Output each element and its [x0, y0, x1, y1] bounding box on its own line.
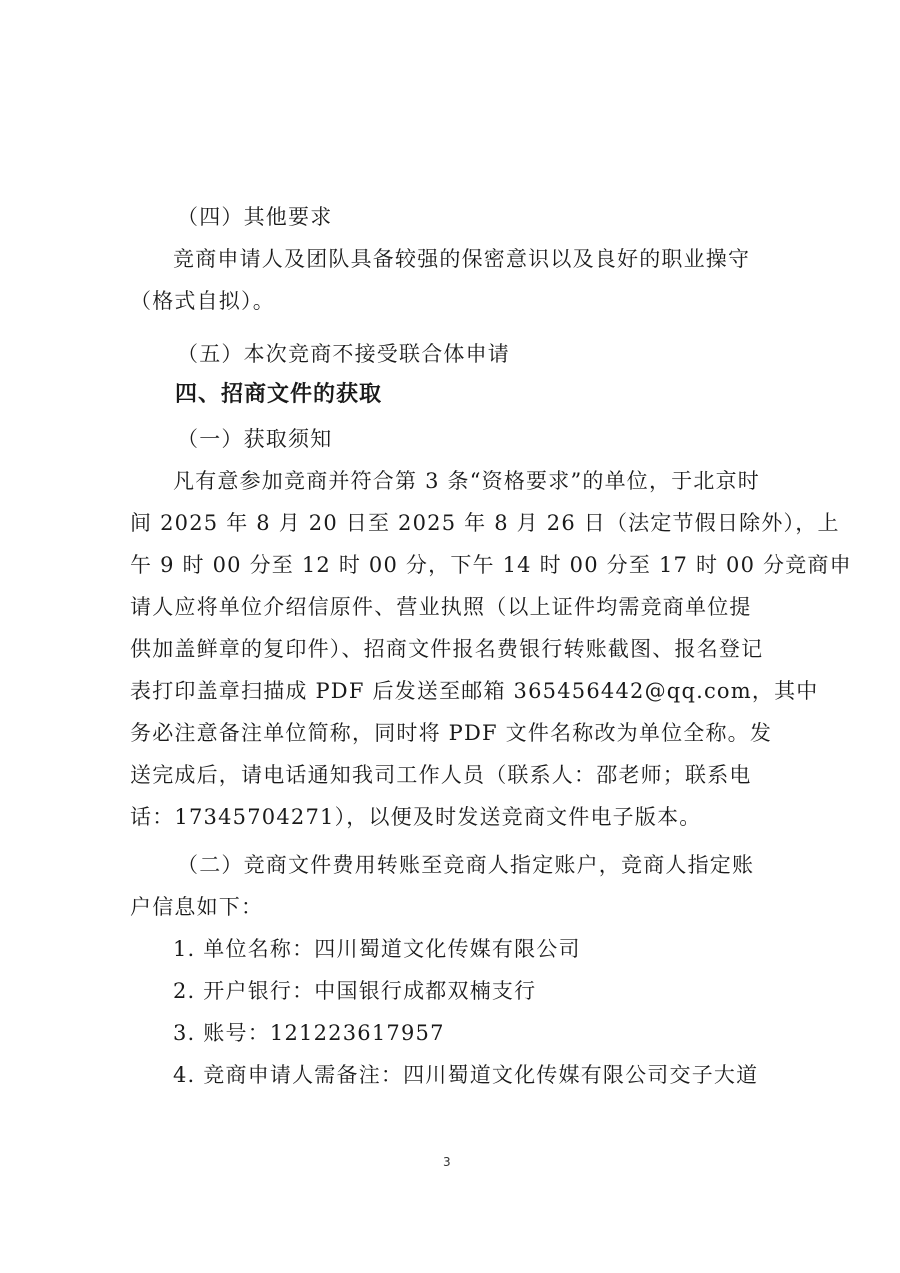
- account-item-bank: 2. 开户银行：中国银行成都双楠支行: [173, 979, 537, 1003]
- paragraph-line: 供加盖鲜章的复印件）、招商文件报名费银行转账截图、报名登记: [130, 637, 764, 661]
- section-heading-other-requirements: （四）其他要求: [177, 205, 333, 229]
- account-item-company-name: 1. 单位名称：四川蜀道文化传媒有限公司: [173, 937, 581, 961]
- paragraph-line: 竞商申请人及团队具备较强的保密意识以及良好的职业操守: [173, 247, 751, 271]
- paragraph-line-email: 表打印盖章扫描成 PDF 后发送至邮箱 365456442@qq.com，其中: [130, 679, 819, 703]
- paragraph-line: （格式自拟）。: [130, 289, 275, 313]
- chapter-heading-acquisition: 四、招商文件的获取: [175, 382, 383, 407]
- section-heading-no-consortium: （五）本次竞商不接受联合体申请: [177, 342, 510, 366]
- paragraph-line: 凡有意参加竞商并符合第 3 条“资格要求”的单位，于北京时: [173, 469, 760, 493]
- paragraph-line: 午 9 时 00 分至 12 时 00 分，下午 14 时 00 分至 17 时 00 分竞商申: [130, 553, 852, 577]
- paragraph-line-contact: 送完成后，请电话通知我司工作人员（联系人：邵老师；联系电: [130, 763, 752, 787]
- subheading-acquisition-notice: （一）获取须知: [177, 427, 333, 451]
- subheading-account-line1: （二）竞商文件费用转账至竞商人指定账户，竞商人指定账: [177, 853, 755, 877]
- account-item-remark: 4. 竞商申请人需备注：四川蜀道文化传媒有限公司交子大道: [173, 1063, 759, 1087]
- paragraph-line: 间 2025 年 8 月 20 日至 2025 年 8 月 26 日（法定节假日除外），上: [130, 511, 840, 535]
- page-number: 3: [443, 1155, 451, 1169]
- paragraph-line: 务必注意备注单位简称，同时将 PDF 文件名称改为单位全称。发: [130, 721, 773, 745]
- paragraph-line-phone: 话：17345704271），以便及时发送竞商文件电子版本。: [130, 805, 702, 829]
- account-item-number: 3. 账号：121223617957: [173, 1021, 445, 1045]
- paragraph-line: 请人应将单位介绍信原件、营业执照（以上证件均需竞商单位提: [130, 595, 752, 619]
- subheading-account-line2: 户信息如下：: [130, 895, 264, 919]
